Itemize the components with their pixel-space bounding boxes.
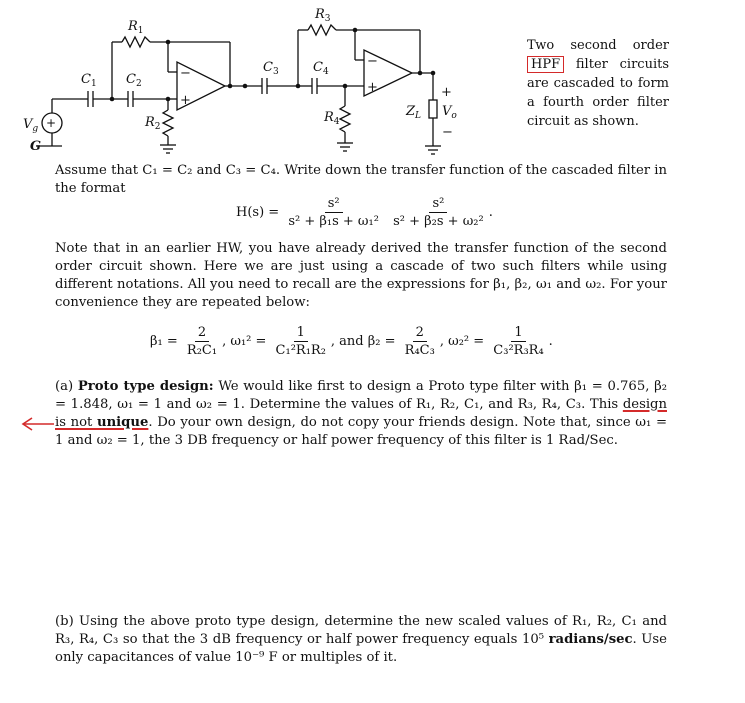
- beta-omega-equation: β₁ = $\frac{2}{\text{R₂C₁}}$ , ω₁² = $\frac{1}{\text{C₁²R₁R₂}}$ , and β₂ = $\frac{2}{\text{R₄C₃}}$ , ω₂² = $\frac{1}{\text{C₃²R₃R₄}}$ .: [150, 325, 553, 358]
- r3-resistor: [308, 25, 336, 35]
- opamp1-plus: +: [180, 93, 191, 108]
- label-r2: $R_2$: [145, 115, 161, 132]
- part-a-heading: Proto type design:: [77, 379, 214, 394]
- omega1-frac: $\frac{1}{\text{C₁²R₁R₂}}$: [275, 325, 326, 358]
- label-ground: G: [30, 139, 42, 154]
- not-unique-underline: design is not unique: [55, 397, 667, 430]
- r2-resistor: [163, 110, 173, 136]
- r4-resistor: [340, 106, 350, 132]
- radians-per-sec: radians/sec: [548, 632, 633, 647]
- hs-frac-2: $\frac{\text{s²}}{\text{s² + β₂s + ω₂²}}$: [393, 196, 484, 229]
- label-c1: $C_1$: [81, 72, 97, 89]
- hpf-highlight: HPF: [527, 56, 564, 73]
- vo-plus: +: [441, 85, 452, 100]
- label-c4: $C_4$: [313, 60, 329, 77]
- red-arrow-annotation: [20, 416, 56, 432]
- source-plus: +: [46, 116, 57, 130]
- transfer-function-equation: H(s) = $\frac{\text{s²}}{\text{s² + β₁s + ω₁²}}$ $\frac{\text{s²}}{\text{s² + β₂s + ω₂²}}$ .: [236, 196, 493, 229]
- intro-paragraph: Assume that C₁ = C₂ and C₃ = C₄. Write down the transfer function of the cascaded filter in the format: [55, 163, 667, 196]
- side-note-after: filter circuits are cascaded to form a fourth order filter circuit as shown.: [527, 57, 669, 129]
- vo-minus: −: [442, 125, 453, 140]
- label-vo: $V_o$: [442, 104, 457, 121]
- label-r3: $R_3$: [315, 7, 331, 24]
- load-impedance: [429, 100, 437, 118]
- side-note-before: Two second order: [527, 38, 669, 53]
- hs-frac-1: $\frac{\text{s²}}{\text{s² + β₁s + ω₁²}}$: [288, 196, 379, 229]
- omega2-label: , ω₂² =: [439, 334, 485, 349]
- note-paragraph: Note that in an earlier HW, you have already derived the transfer function of the second order circuit shown. Here we are just using a cascade of two such filters while using different notations. All you need to recall are the expressions for β₁, β₂, ω₁ and ω₂. For your convenience they are repeated below:: [55, 241, 667, 310]
- opamp2-minus: −: [367, 54, 378, 69]
- opamp2-plus: +: [367, 80, 378, 95]
- part-a-paragraph: (a) Proto type design: We would like first to design a Proto type filter with β₁ = 0.765, β₂ = 1.848, ω₁ = 1 and ω₂ = 1. Determine the values of R₁, R₂, C₁, and R₃, R₄, C₃. This design is not unique. Do your own design, do not copy your friends design. Note that, since ω₁ = 1 and ω₂ = 1, the 3 DB frequency or half power frequency of this filter is 1 Rad/Sec.: [55, 379, 668, 448]
- hs-lhs: H(s) =: [236, 205, 280, 220]
- circuit-diagram: [0, 0, 520, 165]
- label-r4: $R_4$: [324, 110, 340, 127]
- part-a-label: (a): [55, 379, 74, 394]
- label-zl: $Z_L$: [406, 104, 422, 121]
- omega1-label: , ω₁² =: [222, 334, 267, 349]
- label-vg: $V_g$: [23, 117, 39, 134]
- opamp1-minus: −: [180, 66, 191, 81]
- beta1-frac: $\frac{2}{\text{R₂C₁}}$: [186, 325, 218, 358]
- side-note: [527, 36, 669, 131]
- label-r1: $R_1$: [128, 19, 144, 36]
- beta2-frac: $\frac{2}{\text{R₄C₃}}$: [404, 325, 435, 358]
- label-c3: $C_3$: [263, 60, 279, 77]
- beta1-label: β₁ =: [150, 334, 178, 349]
- label-c2: $C_2$: [126, 72, 142, 89]
- and-beta2-label: , and β₂ =: [330, 334, 396, 349]
- omega2-frac: $\frac{1}{\text{C₃²R₃R₄}}$: [493, 325, 544, 358]
- part-b-paragraph: (b) Using the above proto type design, determine the new scaled values of R₁, R₂, C₁ and R₃, R₄, C₃ so that the 3 dB frequency or half power frequency equals 10⁵ radians/sec. Use only capacitances of value 10⁻⁹ F or multiples of it.: [55, 614, 667, 665]
- r1-resistor: [122, 37, 150, 47]
